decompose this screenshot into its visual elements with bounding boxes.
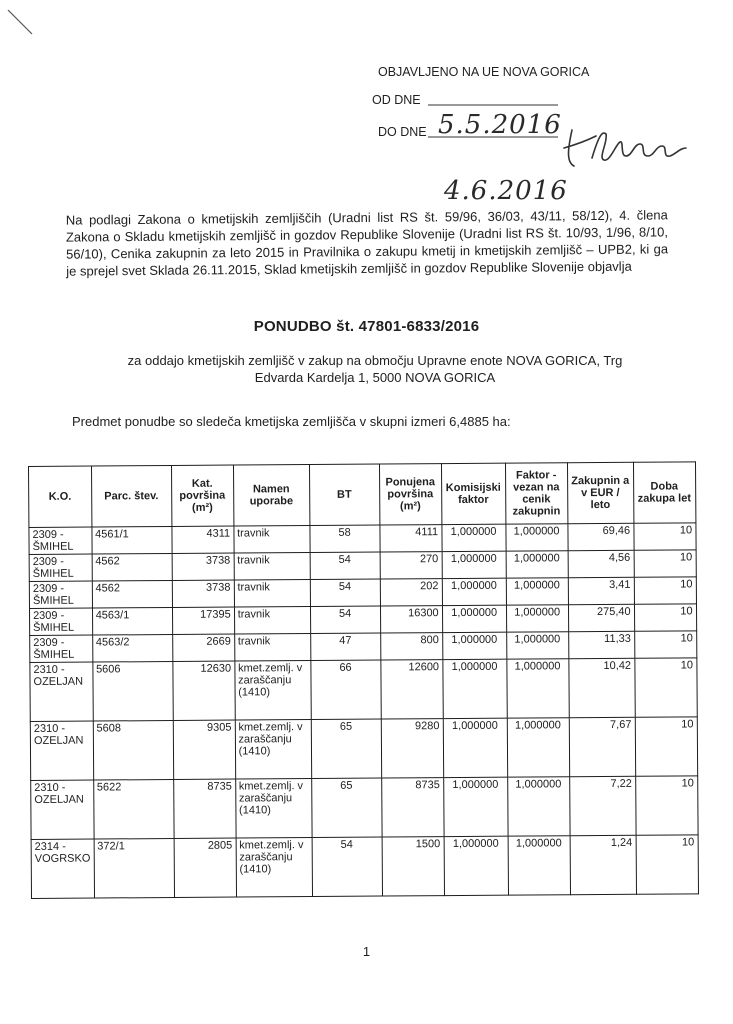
cell-komisijski: 1,000000 bbox=[443, 718, 507, 777]
cell-faktor: 1,000000 bbox=[508, 836, 570, 895]
stamp-od-label: OD DNE bbox=[372, 93, 421, 107]
header-ponujena: Ponujena površina (m²) bbox=[379, 464, 441, 525]
table-header-row bbox=[29, 462, 696, 528]
cell-faktor: 1,000000 bbox=[506, 551, 568, 578]
cell-kat: 12630 bbox=[172, 661, 234, 720]
cell-parc: 4563/1 bbox=[92, 607, 172, 635]
stamp-do-label: DO DNE bbox=[378, 125, 427, 139]
cell-zakupnina: 3,41 bbox=[568, 577, 634, 604]
cell-bt: 54 bbox=[310, 579, 380, 606]
cell-zakupnina: 69,46 bbox=[568, 523, 634, 550]
cell-ko: 2309 - ŠMIHEL bbox=[29, 527, 92, 554]
cell-faktor: 1,000000 bbox=[506, 632, 568, 659]
cell-komisijski: 1,000000 bbox=[443, 777, 507, 836]
cell-doba: 10 bbox=[634, 631, 696, 658]
cell-bt: 54 bbox=[312, 837, 382, 896]
cell-parc: 4562 bbox=[92, 580, 172, 608]
cell-bt: 54 bbox=[310, 552, 380, 579]
cell-ko: 2309 - ŠMIHEL bbox=[29, 581, 92, 608]
header-namen: Namen uporabe bbox=[233, 465, 309, 527]
cell-bt: 58 bbox=[310, 525, 380, 552]
cell-ponujena: 8735 bbox=[381, 778, 443, 837]
cell-faktor: 1,000000 bbox=[506, 605, 568, 632]
cell-parc: 4562 bbox=[92, 553, 172, 581]
cell-komisijski: 1,000000 bbox=[442, 605, 506, 632]
stamp-title: OBJAVLJENO NA UE NOVA GORICA bbox=[378, 65, 590, 79]
cell-namen: travnik bbox=[234, 634, 310, 662]
cell-kat: 17395 bbox=[172, 607, 234, 634]
cell-bt: 47 bbox=[310, 633, 380, 660]
cell-doba: 10 bbox=[635, 717, 697, 776]
land-table bbox=[28, 461, 699, 899]
cell-namen: travnik bbox=[234, 526, 310, 554]
cell-parc: 5608 bbox=[93, 720, 173, 780]
cell-ko: 2310 - OZELJAN bbox=[30, 721, 93, 780]
stamp-od-line bbox=[428, 102, 558, 108]
header-bt: BT bbox=[309, 464, 379, 525]
cell-ponujena: 270 bbox=[380, 552, 442, 579]
cell-kat: 3738 bbox=[172, 553, 234, 580]
cell-faktor: 1,000000 bbox=[507, 718, 569, 777]
cell-faktor: 1,000000 bbox=[507, 777, 569, 836]
table-row bbox=[30, 658, 697, 722]
cell-faktor: 1,000000 bbox=[506, 659, 568, 718]
cell-namen: travnik bbox=[234, 553, 310, 581]
cell-ponujena: 9280 bbox=[381, 719, 443, 778]
header-kat: Kat. površina (m²) bbox=[171, 465, 233, 526]
cell-doba: 10 bbox=[635, 776, 697, 835]
cell-kat: 3738 bbox=[172, 580, 234, 607]
cell-ko: 2310 - OZELJAN bbox=[31, 780, 94, 839]
cell-doba: 10 bbox=[636, 835, 698, 894]
cell-parc: 4561/1 bbox=[92, 526, 172, 554]
cell-namen: travnik bbox=[234, 580, 310, 608]
cell-kat: 2805 bbox=[174, 838, 236, 897]
corner-pen-mark bbox=[6, 8, 36, 38]
stamp-od-handwritten-date: 5.5.2016 bbox=[438, 110, 562, 140]
cell-komisijski: 1,000000 bbox=[442, 632, 506, 659]
cell-ponujena: 1500 bbox=[382, 837, 444, 896]
cell-doba: 10 bbox=[634, 523, 696, 550]
cell-ponujena: 12600 bbox=[380, 660, 442, 719]
header-ko: K.O. bbox=[29, 466, 92, 527]
handwritten-signature bbox=[558, 118, 698, 178]
page-number: 1 bbox=[362, 944, 371, 959]
offer-title: PONUDBO št. 47801-6833/2016 bbox=[253, 318, 480, 335]
cell-doba: 10 bbox=[634, 604, 696, 631]
cell-kat: 8735 bbox=[173, 779, 235, 838]
header-zakupnina: Zakupnin a v EUR / leto bbox=[567, 462, 633, 523]
cell-namen: kmet.zemlj. v zaraščanju (1410) bbox=[235, 779, 311, 839]
cell-doba: 10 bbox=[634, 658, 696, 717]
cell-komisijski: 1,000000 bbox=[442, 578, 506, 605]
cell-komisijski: 1,000000 bbox=[442, 551, 506, 578]
cell-bt: 65 bbox=[311, 778, 381, 837]
cell-ko: 2309 - ŠMIHEL bbox=[30, 635, 93, 662]
cell-komisijski: 1,000000 bbox=[442, 524, 506, 551]
stamp-do-line bbox=[428, 134, 558, 140]
cell-ko: 2309 - ŠMIHEL bbox=[29, 608, 92, 635]
cell-parc: 5606 bbox=[92, 661, 172, 721]
cell-bt: 66 bbox=[310, 660, 380, 719]
cell-namen: travnik bbox=[234, 607, 310, 635]
cell-namen: kmet.zemlj. v zaraščanju (1410) bbox=[235, 720, 311, 780]
cell-ponujena: 800 bbox=[380, 633, 442, 660]
cell-namen: kmet.zemlj. v zaraščanju (1410) bbox=[236, 838, 312, 898]
cell-ko: 2309 - ŠMIHEL bbox=[29, 554, 92, 581]
cell-zakupnina: 1,24 bbox=[570, 835, 636, 894]
cell-bt: 65 bbox=[311, 719, 381, 778]
cell-doba: 10 bbox=[634, 577, 696, 604]
subject-sentence: Predmet ponudbe so sledeča kmetijska zemljišča v skupni izmeri 6,4885 ha: bbox=[72, 414, 511, 429]
offer-subtitle: za oddajo kmetijskih zemljišč v zakup na območju Upravne enote NOVA GORICA, Trg Edvarda Kardelja 1, 5000 NOVA GORICA bbox=[127, 353, 623, 385]
cell-zakupnina: 275,40 bbox=[568, 604, 634, 631]
cell-ponujena: 4111 bbox=[380, 525, 442, 552]
cell-faktor: 1,000000 bbox=[506, 524, 568, 551]
cell-ponujena: 202 bbox=[380, 579, 442, 606]
cell-ponujena: 16300 bbox=[380, 606, 442, 633]
cell-namen: kmet.zemlj. v zaraščanju (1410) bbox=[234, 661, 310, 721]
header-komisijski: Komisijski faktor bbox=[441, 463, 505, 524]
cell-parc: 372/1 bbox=[94, 838, 174, 898]
header-faktor: Faktor - vezan na cenik zakupnin bbox=[505, 463, 567, 524]
cell-kat: 2669 bbox=[172, 634, 234, 661]
stamp-do-handwritten-date: 4.6.2016 bbox=[444, 176, 568, 206]
cell-parc: 4563/2 bbox=[92, 634, 172, 662]
table-row bbox=[31, 776, 698, 840]
cell-ko: 2314 - VOGRSKO bbox=[31, 839, 94, 898]
cell-zakupnina: 10,42 bbox=[568, 658, 634, 717]
cell-faktor: 1,000000 bbox=[506, 578, 568, 605]
cell-zakupnina: 4,56 bbox=[568, 550, 634, 577]
intro-paragraph: Na podlagi Zakona o kmetijskih zemljiščih (Uradni list RS št. 59/96, 36/03, 43/11, 58/12), 4. člena Zakona o Skladu kmetijskih zemljišč in gozdov Republike Slovenije (Uradni list RS št. 10/93, 1/96, 8/10, 56/10), Cenika zakupnin za leto 2015 in Pravilnika o zakupu kmetij in kmetijskih zemljišč – UPB2, ki ga je sprejel svet Sklada 26.11.2015, Sklad kmetijskih zemljišč in gozdov Republike Slovenije objavlja bbox=[65, 207, 669, 279]
cell-komisijski: 1,000000 bbox=[442, 659, 506, 718]
cell-bt: 54 bbox=[310, 606, 380, 633]
land-table-wrapper bbox=[28, 461, 699, 899]
table-row bbox=[31, 835, 698, 899]
cell-zakupnina: 7,22 bbox=[569, 776, 635, 835]
cell-kat: 9305 bbox=[173, 720, 235, 779]
header-parc: Parc. štev. bbox=[91, 466, 171, 528]
cell-komisijski: 1,000000 bbox=[444, 836, 508, 895]
cell-zakupnina: 7,67 bbox=[569, 717, 635, 776]
cell-parc: 5622 bbox=[93, 779, 173, 839]
table-row bbox=[30, 717, 697, 781]
cell-zakupnina: 11,33 bbox=[568, 631, 634, 658]
cell-kat: 4311 bbox=[172, 526, 234, 553]
cell-doba: 10 bbox=[634, 550, 696, 577]
header-doba: Doba zakupa let bbox=[633, 462, 695, 523]
cell-ko: 2310 - OZELJAN bbox=[30, 662, 93, 721]
